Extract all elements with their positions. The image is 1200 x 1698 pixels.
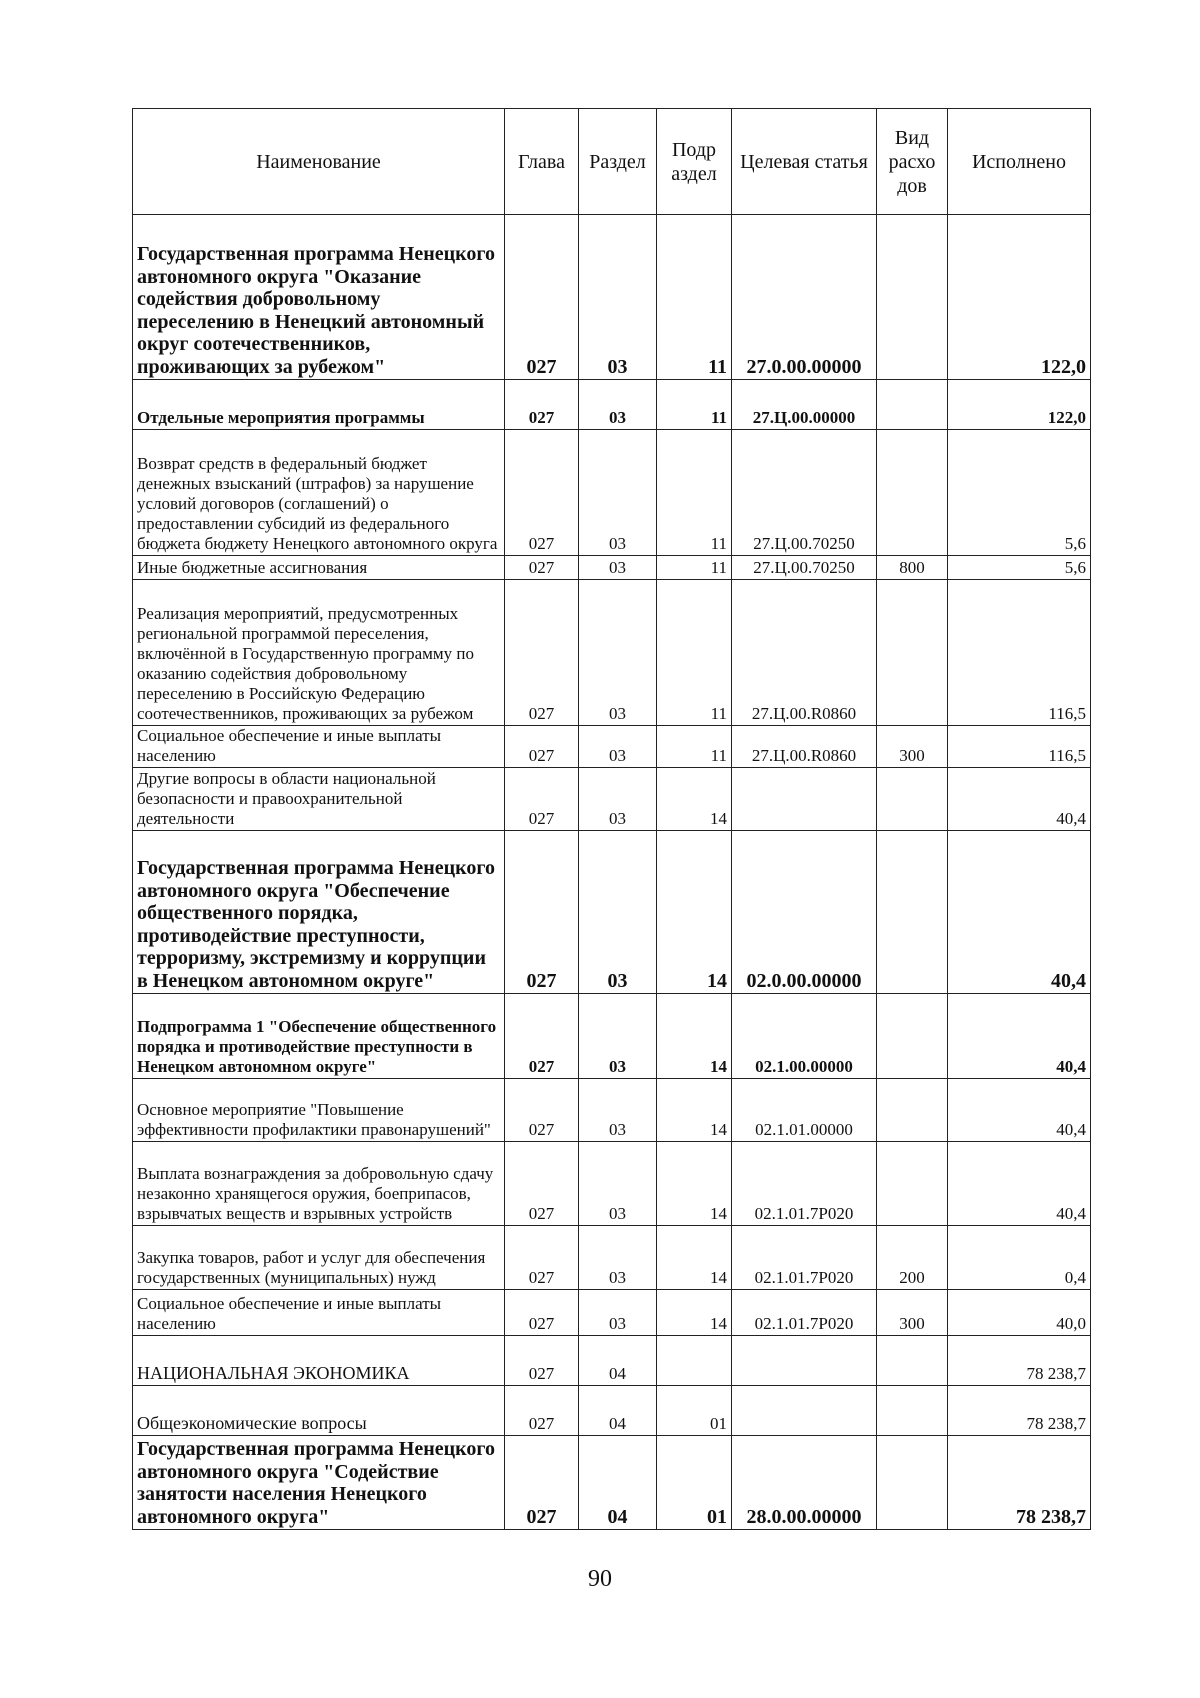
row-razdel: 03 (579, 1142, 657, 1226)
row-vid: 300 (877, 726, 948, 768)
row-glava: 027 (505, 1290, 579, 1336)
header-glava: Глава (505, 109, 579, 215)
row-name: Другие вопросы в области национальной безопасности и правоохранительной деятельности (133, 768, 505, 831)
row-celevaya: 28.0.00.00000 (732, 1436, 877, 1530)
row-razdel: 03 (579, 726, 657, 768)
table-row (133, 1290, 1091, 1336)
row-razdel: 03 (579, 556, 657, 580)
row-vid (877, 1336, 948, 1386)
row-podrazdel: 14 (657, 1226, 732, 1290)
table-row (133, 1142, 1091, 1226)
row-ispolneno: 0,4 (948, 1226, 1091, 1290)
row-glava: 027 (505, 1386, 579, 1436)
row-celevaya: 27.0.00.00000 (732, 215, 877, 380)
row-celevaya: 02.0.00.00000 (732, 831, 877, 994)
table-row (133, 430, 1091, 556)
row-vid (877, 430, 948, 556)
row-razdel: 04 (579, 1336, 657, 1386)
row-ispolneno: 40,4 (948, 1142, 1091, 1226)
row-vid (877, 380, 948, 430)
row-podrazdel: 11 (657, 726, 732, 768)
row-ispolneno: 78 238,7 (948, 1386, 1091, 1436)
row-ispolneno: 78 238,7 (948, 1336, 1091, 1386)
row-celevaya (732, 1336, 877, 1386)
row-name: Государственная программа Ненецкого автономного округа "Содействие занятости населения Ненецкого автономного округа" (133, 1436, 505, 1530)
row-name: Иные бюджетные ассигнования (133, 556, 505, 580)
row-razdel: 04 (579, 1386, 657, 1436)
row-podrazdel: 11 (657, 556, 732, 580)
row-celevaya: 27.Ц.00.00000 (732, 380, 877, 430)
header-celevaya: Целевая статья (732, 109, 877, 215)
table-header-row (133, 109, 1091, 215)
row-glava: 027 (505, 1436, 579, 1530)
row-glava: 027 (505, 1226, 579, 1290)
row-glava: 027 (505, 768, 579, 831)
row-glava: 027 (505, 831, 579, 994)
row-glava: 027 (505, 726, 579, 768)
row-podrazdel: 11 (657, 580, 732, 726)
row-glava: 027 (505, 430, 579, 556)
row-razdel: 03 (579, 1079, 657, 1142)
row-razdel: 03 (579, 215, 657, 380)
header-vid: Вид расхо дов (877, 109, 948, 215)
table-row (133, 215, 1091, 380)
row-vid: 200 (877, 1226, 948, 1290)
row-glava: 027 (505, 556, 579, 580)
row-name: Основное мероприятие "Повышение эффективности профилактики правонарушений" (133, 1079, 505, 1142)
row-celevaya: 27.Ц.00.R0860 (732, 580, 877, 726)
row-vid (877, 215, 948, 380)
row-name: Социальное обеспечение и иные выплаты населению (133, 1290, 505, 1336)
row-glava: 027 (505, 580, 579, 726)
page-number: 90 (588, 1566, 612, 1592)
header-podrazdel: Подр аздел (657, 109, 732, 215)
row-name: Закупка товаров, работ и услуг для обеспечения государственных (муниципальных) нужд (133, 1226, 505, 1290)
row-vid: 300 (877, 1290, 948, 1336)
row-ispolneno: 122,0 (948, 215, 1091, 380)
row-glava: 027 (505, 1142, 579, 1226)
table-row (133, 831, 1091, 994)
row-vid (877, 1142, 948, 1226)
row-vid (877, 1386, 948, 1436)
row-glava: 027 (505, 1079, 579, 1142)
row-podrazdel: 14 (657, 768, 732, 831)
header-name: Наименование (133, 109, 505, 215)
row-razdel: 03 (579, 580, 657, 726)
row-glava: 027 (505, 380, 579, 430)
row-celevaya: 27.Ц.00.70250 (732, 556, 877, 580)
table-row (133, 1226, 1091, 1290)
row-razdel: 03 (579, 1226, 657, 1290)
row-glava: 027 (505, 215, 579, 380)
row-celevaya (732, 768, 877, 831)
table-row (133, 380, 1091, 430)
row-vid (877, 994, 948, 1079)
row-name: Государственная программа Ненецкого автономного округа "Оказание содействия добровольному переселению в Ненецкий автономный округ соотечественников, проживающих за рубежом" (133, 215, 505, 380)
row-vid (877, 831, 948, 994)
row-name: Подпрограмма 1 "Обеспечение общественного порядка и противодействие преступности в Ненецком автономном округе" (133, 994, 505, 1079)
row-ispolneno: 78 238,7 (948, 1436, 1091, 1530)
budget-execution-table (132, 108, 1091, 1530)
table-row (133, 1079, 1091, 1142)
row-vid (877, 768, 948, 831)
row-celevaya: 02.1.01.7Р020 (732, 1226, 877, 1290)
row-glava: 027 (505, 994, 579, 1079)
header-razdel: Раздел (579, 109, 657, 215)
row-name: Реализация мероприятий, предусмотренных региональной программой переселения, включённой в Государственную программу по оказанию содействия добровольному переселению в Российскую Федерацию соотечественников, проживающих за рубежом (133, 580, 505, 726)
row-podrazdel: 14 (657, 1142, 732, 1226)
row-celevaya: 02.1.00.00000 (732, 994, 877, 1079)
row-ispolneno: 5,6 (948, 556, 1091, 580)
table-row (133, 1336, 1091, 1386)
row-podrazdel: 14 (657, 1079, 732, 1142)
row-ispolneno: 40,4 (948, 831, 1091, 994)
table-row (133, 1386, 1091, 1436)
row-celevaya: 27.Ц.00.70250 (732, 430, 877, 556)
row-ispolneno: 40,0 (948, 1290, 1091, 1336)
row-vid (877, 1436, 948, 1530)
row-celevaya (732, 1386, 877, 1436)
table-row (133, 726, 1091, 768)
row-razdel: 03 (579, 768, 657, 831)
row-razdel: 03 (579, 380, 657, 430)
table-row (133, 580, 1091, 726)
row-podrazdel: 01 (657, 1436, 732, 1530)
row-ispolneno: 5,6 (948, 430, 1091, 556)
row-podrazdel: 11 (657, 430, 732, 556)
row-celevaya: 02.1.01.7Р020 (732, 1142, 877, 1226)
row-razdel: 03 (579, 831, 657, 994)
row-name: Государственная программа Ненецкого автономного округа "Обеспечение общественного порядка, противодействие преступности, терроризму, экстремизму и коррупции в Ненецком автономном округе" (133, 831, 505, 994)
row-ispolneno: 40,4 (948, 768, 1091, 831)
row-ispolneno: 40,4 (948, 994, 1091, 1079)
row-ispolneno: 116,5 (948, 580, 1091, 726)
row-razdel: 03 (579, 994, 657, 1079)
table-row (133, 768, 1091, 831)
row-ispolneno: 40,4 (948, 1079, 1091, 1142)
row-podrazdel: 14 (657, 831, 732, 994)
row-name: Социальное обеспечение и иные выплаты населению (133, 726, 505, 768)
row-podrazdel: 14 (657, 994, 732, 1079)
row-podrazdel: 14 (657, 1290, 732, 1336)
row-vid (877, 1079, 948, 1142)
row-ispolneno: 116,5 (948, 726, 1091, 768)
row-razdel: 04 (579, 1436, 657, 1530)
row-name: Общеэкономические вопросы (133, 1386, 505, 1436)
row-vid (877, 580, 948, 726)
row-name: Возврат средств в федеральный бюджет денежных взысканий (штрафов) за нарушение условий договоров (соглашений) о предоставлении субсидий из федерального бюджета бюджету Ненецкого автономного округа (133, 430, 505, 556)
row-celevaya: 02.1.01.00000 (732, 1079, 877, 1142)
row-razdel: 03 (579, 430, 657, 556)
table-row (133, 994, 1091, 1079)
row-podrazdel (657, 1336, 732, 1386)
row-name: НАЦИОНАЛЬНАЯ ЭКОНОМИКА (133, 1336, 505, 1386)
row-celevaya: 27.Ц.00.R0860 (732, 726, 877, 768)
row-razdel: 03 (579, 1290, 657, 1336)
row-glava: 027 (505, 1336, 579, 1386)
table-row (133, 556, 1091, 580)
table-row (133, 1436, 1091, 1530)
row-celevaya: 02.1.01.7Р020 (732, 1290, 877, 1336)
row-name: Выплата вознаграждения за добровольную сдачу незаконно хранящегося оружия, боеприпасов, взрывчатых веществ и взрывных устройств (133, 1142, 505, 1226)
row-ispolneno: 122,0 (948, 380, 1091, 430)
row-podrazdel: 11 (657, 380, 732, 430)
header-ispolneno: Исполнено (948, 109, 1091, 215)
row-podrazdel: 01 (657, 1386, 732, 1436)
row-vid: 800 (877, 556, 948, 580)
row-podrazdel: 11 (657, 215, 732, 380)
row-name: Отдельные мероприятия программы (133, 380, 505, 430)
